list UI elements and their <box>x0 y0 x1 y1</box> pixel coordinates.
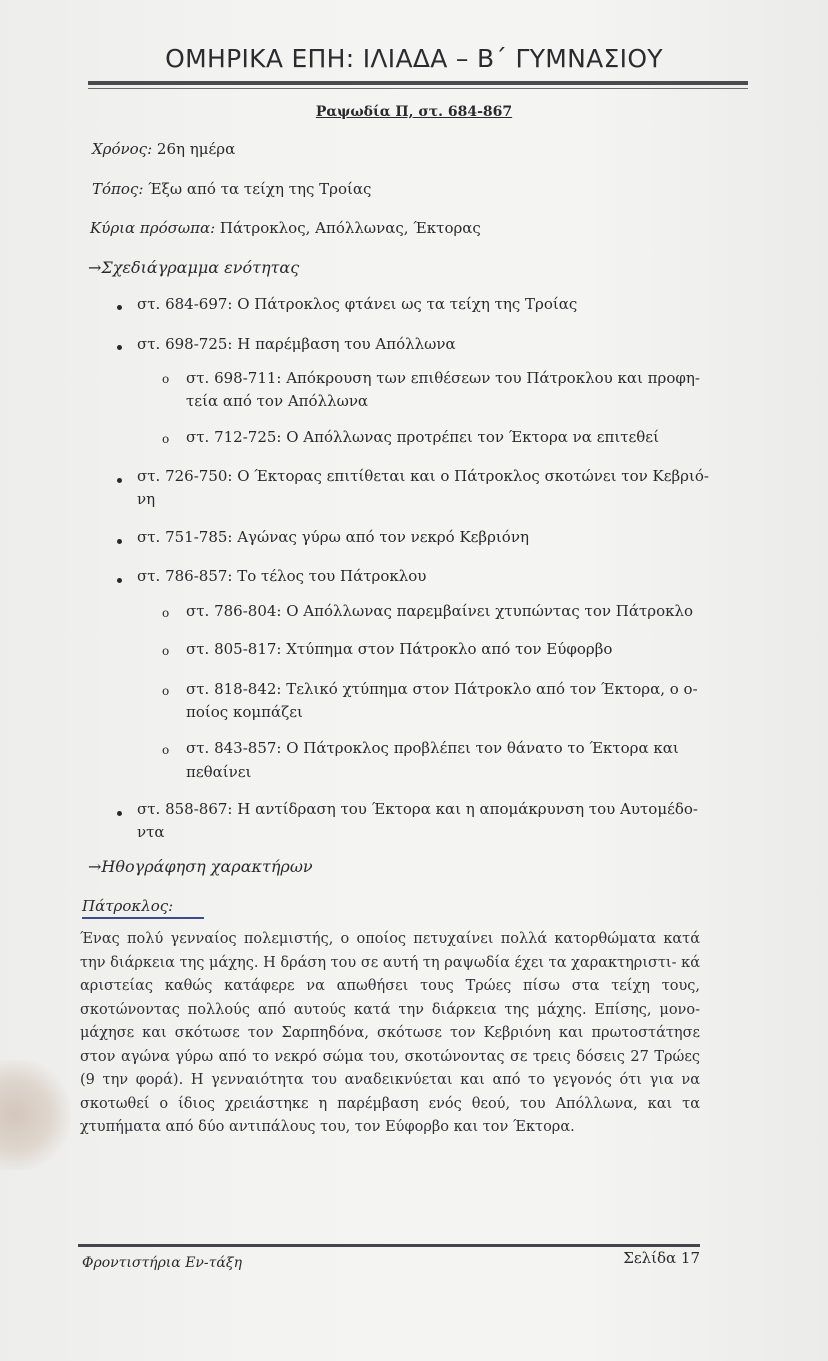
meta-time-label: Χρόνος: <box>92 140 153 158</box>
sub-bullet-circle: o <box>162 606 170 620</box>
bullet-dot <box>117 578 122 583</box>
outline-subitem: στ. 712-725: Ο Απόλλωνας προτρέπει τον Έκτορα να επιτεθεί <box>186 428 659 446</box>
outline-item-cont: ντα <box>137 823 165 841</box>
footer-rule <box>78 1244 700 1247</box>
outline-subitem-cont: τεία από τον Απόλλωνα <box>186 392 369 410</box>
outline-heading: →Σχεδιάγραμμα ενότητας <box>88 258 300 277</box>
page-title: ΟΜΗΡΙΚΑ ΕΠΗ: ΙΛΙΑΔΑ – Β΄ ΓΥΜΝΑΣΙΟΥ <box>165 44 663 73</box>
bullet-dot <box>117 811 122 816</box>
character-name: Πάτροκλος: <box>82 897 174 915</box>
meta-persons-label: Κύρια πρόσωπα: <box>90 219 216 237</box>
footer-page-number: Σελίδα 17 <box>623 1249 700 1267</box>
header-rule-thin <box>88 88 748 89</box>
outline-subitem-cont: ποίος κομπάζει <box>186 703 303 721</box>
character-name-underline <box>82 917 204 919</box>
sub-bullet-circle: o <box>162 432 170 446</box>
outline-item: στ. 698-725: Η παρέμβαση του Απόλλωνα <box>137 335 456 353</box>
bullet-dot <box>117 345 122 350</box>
header-rule-thick <box>88 81 748 85</box>
bullet-dot <box>117 478 122 483</box>
outline-subitem: στ. 698-711: Απόκρουση των επιθέσεων του Πάτροκλου και προφη- <box>186 369 700 387</box>
thumb-shadow <box>0 1060 70 1170</box>
outline-item: στ. 751-785: Αγώνας γύρω από τον νεκρό Κεβριόνη <box>137 528 529 546</box>
bullet-dot <box>117 305 122 310</box>
sub-bullet-circle: o <box>162 372 170 386</box>
meta-place-value: Έξω από τα τείχη της Τροίας <box>143 180 372 198</box>
footer-publisher: Φροντιστήρια Εν-τάξη <box>82 1255 242 1271</box>
character-paragraph: Ένας πολύ γενναίος πολεμιστής, ο οποίος πετυχαίνει πολλά κατορθώματα κατά την διάρκεια της μάχης. Η δράση του σε αυτή τη ραψωδία έχει τα χαρακτηριστι- κά αριστείας καθώς κατάφερε να απωθήσει τους Τρώες πίσω στα τείχη τους, σκοτώνοντας πολλούς από αυτούς κατά την διάρκεια της μάχης. Επίσης, μονο- μάχησε και σκότωσε τον Σαρπηδόνα, σκότωσε τον Κεβριόνη και πρωτοστάτησε στον αγώνα γύρω από το νεκρό σώμα του, σκοτώνοντας σε τρεις δόσεις 27 Τρώες (9 την φορά). Η γενναιότητα του αναδεικνύεται και από το γεγονός ότι για να σκοτωθεί ο ίδιος χρειάστηκε η παρέμβαση ενός θεού, του Απόλλωνα, και τα χτυπήματα από δύο αντιπάλους του, τον Εύφορβο και τον Έκτορα. <box>80 931 700 1135</box>
meta-place-label: Τόπος: <box>92 180 144 198</box>
outline-item: στ. 726-750: Ο Έκτορας επιτίθεται και ο Πάτροκλος σκοτώνει τον Κεβριό- <box>137 467 709 485</box>
meta-persons <box>90 219 481 237</box>
meta-persons-value: Πάτροκλος, Απόλλωνας, Έκτορας <box>215 219 481 237</box>
outline-subitem: στ. 805-817: Χτύπημα στον Πάτροκλο από τον Εύφορβο <box>186 640 613 658</box>
outline-subitem-cont: πεθαίνει <box>186 763 252 781</box>
meta-time-value: 26η ημέρα <box>152 140 236 158</box>
outline-subitem: στ. 786-804: Ο Απόλλωνας παρεμβαίνει χτυπώντας τον Πάτροκλο <box>186 602 694 620</box>
character-heading: →Ηθογράφηση χαρακτήρων <box>88 857 313 876</box>
outline-item: στ. 786-857: Το τέλος του Πάτροκλου <box>137 567 427 585</box>
bullet-dot <box>117 539 122 544</box>
outline-subitem: στ. 843-857: Ο Πάτροκλος προβλέπει τον θάνατο το Έκτορα και <box>186 739 679 757</box>
rhapsody-heading: Ραψωδία Π, στ. 684-867 <box>315 104 513 120</box>
meta-place <box>92 180 371 198</box>
outline-item: στ. 684-697: Ο Πάτροκλος φτάνει ως τα τείχη της Τροίας <box>137 295 578 313</box>
sub-bullet-circle: o <box>162 684 170 698</box>
sub-bullet-circle: o <box>162 743 170 757</box>
outline-item-cont: νη <box>137 490 156 508</box>
outline-subitem: στ. 818-842: Τελικό χτύπημα στον Πάτροκλο από τον Έκτορα, ο ο- <box>186 680 698 698</box>
meta-time <box>92 140 235 158</box>
sub-bullet-circle: o <box>162 644 170 658</box>
outline-item: στ. 858-867: Η αντίδραση του Έκτορα και η απομάκρυνση του Αυτομέδο- <box>137 800 698 818</box>
